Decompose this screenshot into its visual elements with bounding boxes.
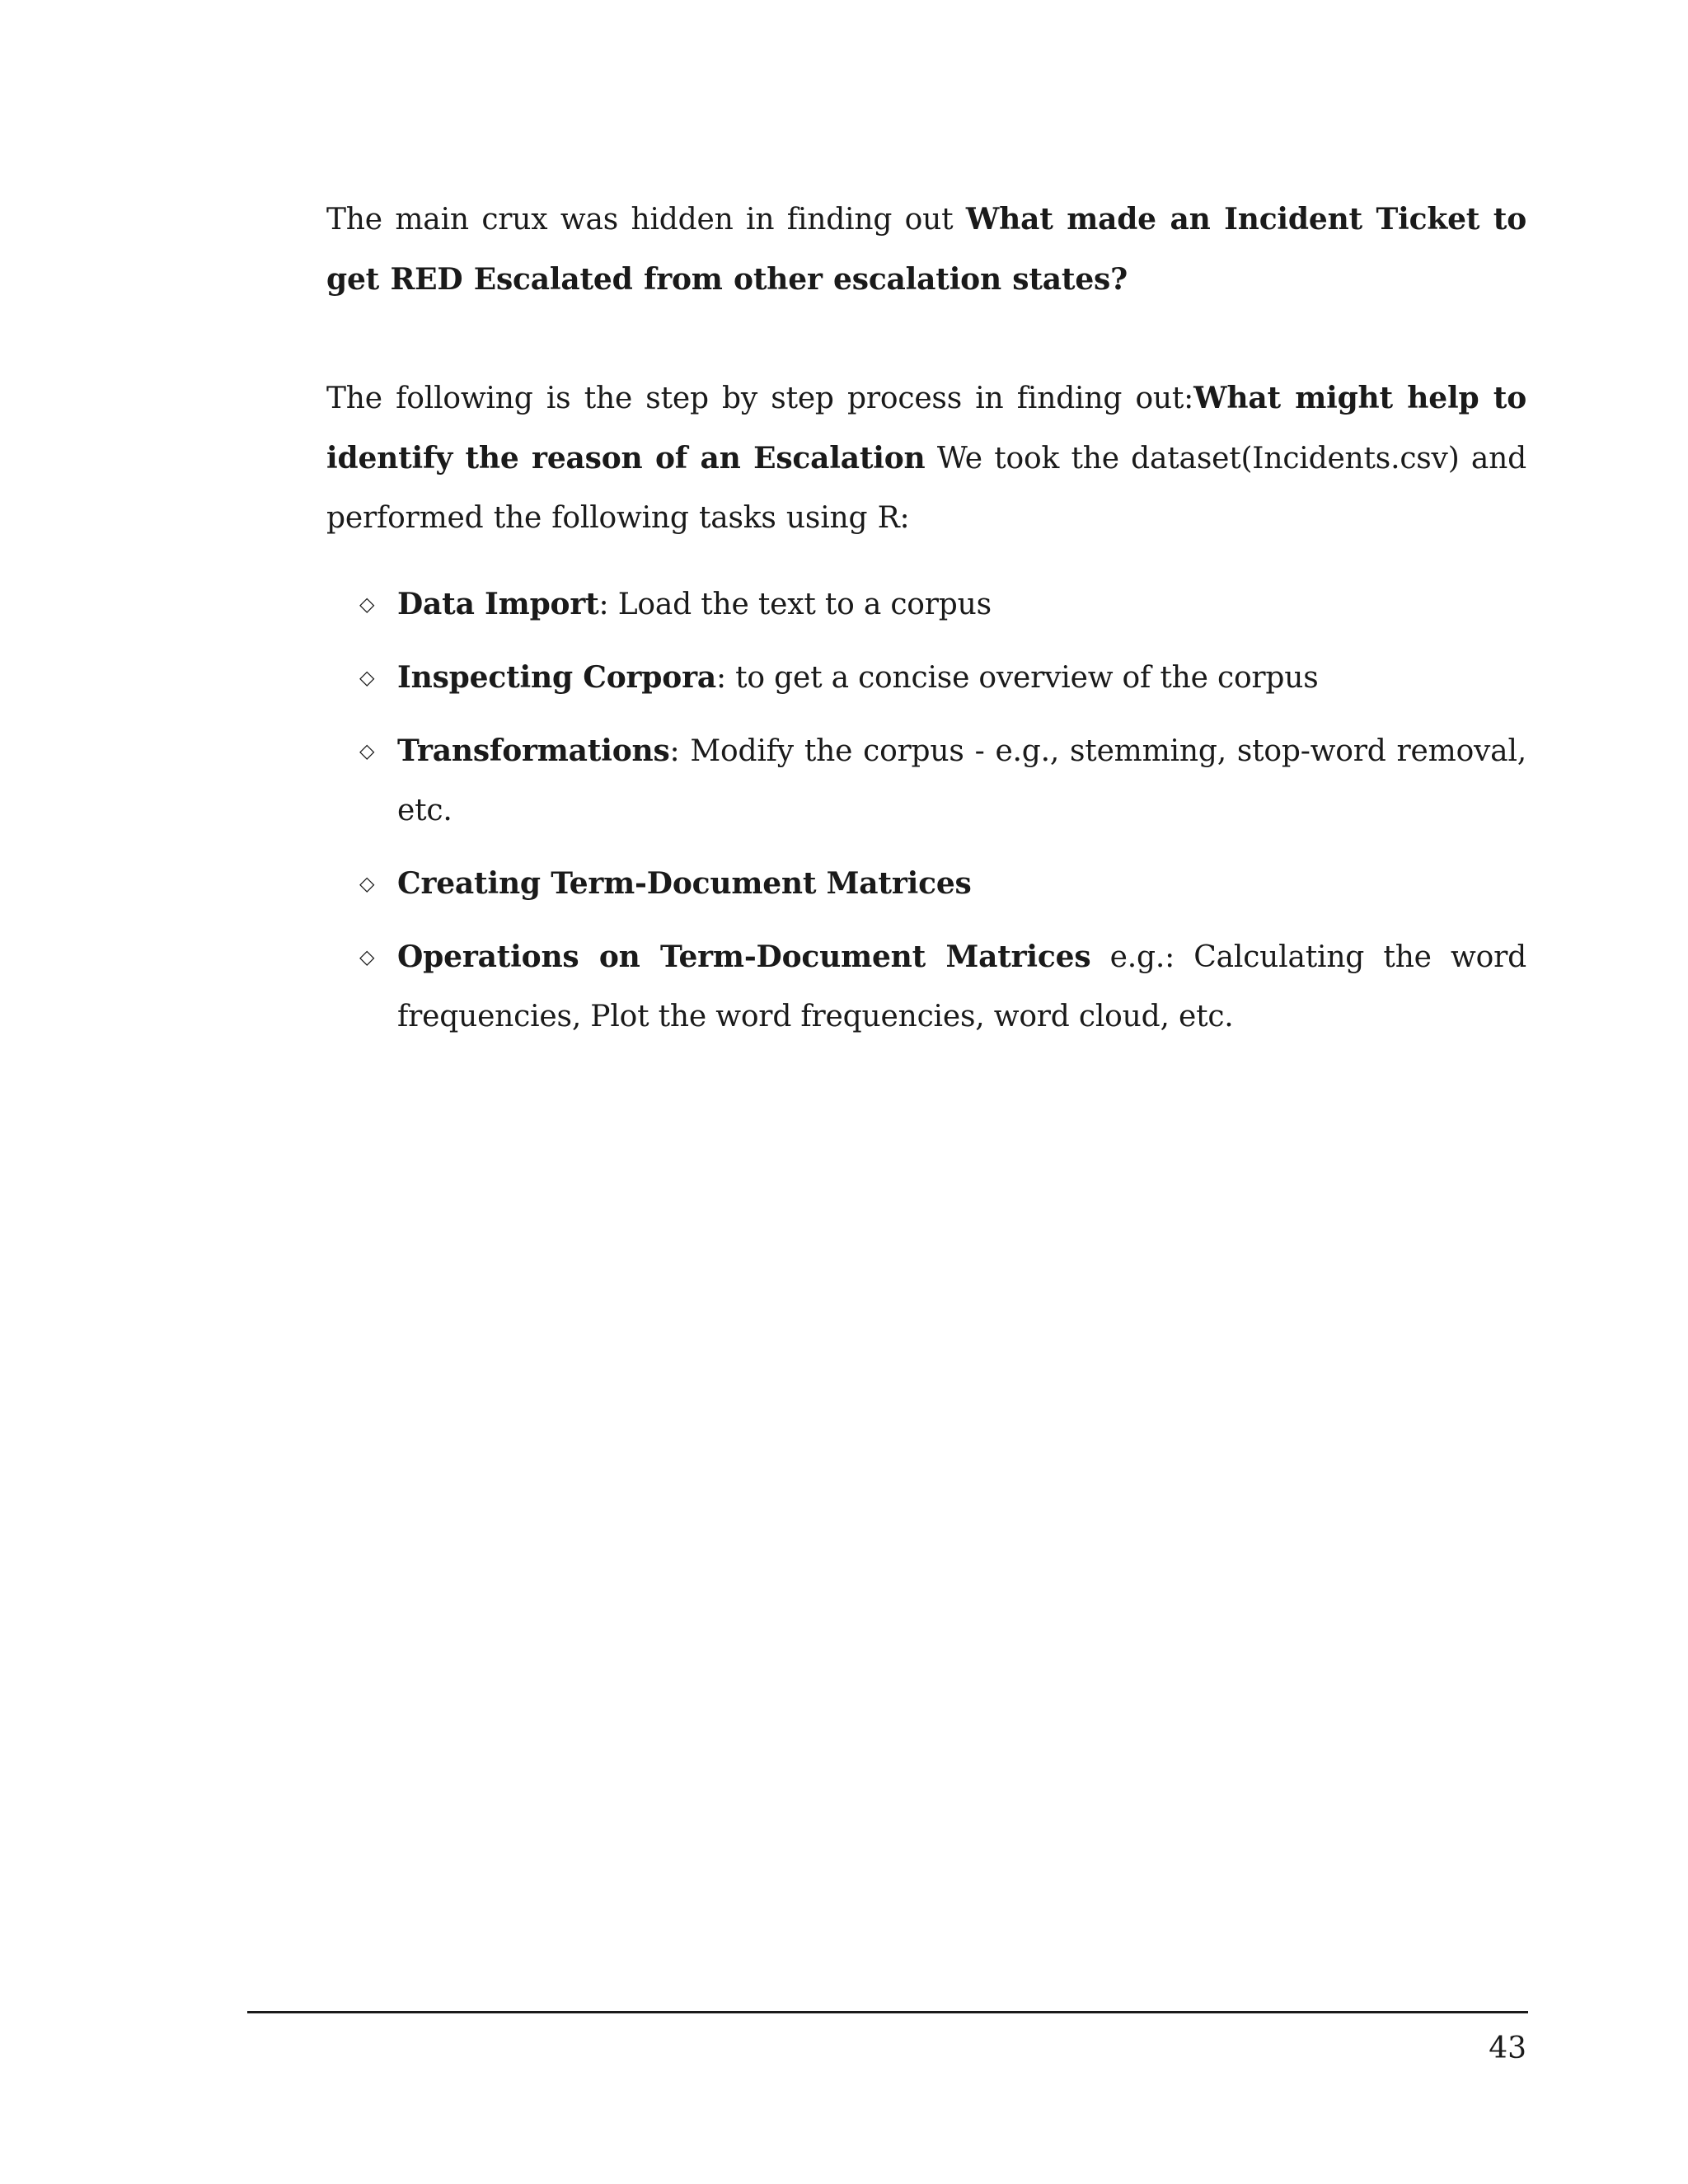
diamond-bullet-icon: ◇: [359, 739, 375, 762]
task-description: e.g.: Calculating the word frequencies, Plot the word frequencies, word cloud, etc.: [397, 940, 1527, 1033]
paragraph2-text-before: The following is the step by step process in finding out:: [326, 382, 1194, 415]
footer-divider: [247, 2011, 1528, 2013]
paragraph2-bold-phrase: What might help to identify the reason of an Escalation: [326, 381, 1527, 476]
paragraph-main-crux: [326, 190, 1526, 310]
task-description: : Load the text to a corpus: [598, 588, 992, 621]
diamond-bullet-icon: ◇: [359, 872, 375, 895]
paragraph-process: [326, 368, 1526, 548]
task-description: : to get a concise overview of the corpus: [715, 661, 1319, 695]
task-title: Inspecting Corpora: [397, 660, 716, 695]
task-title: Transformations: [397, 733, 670, 768]
list-item-creating-matrices: [326, 854, 1526, 914]
diamond-bullet-icon: ◇: [359, 945, 375, 968]
task-title: Data Import: [397, 587, 599, 621]
paragraph1-bold-question: What made an Incident Ticket to get RED Escalated from other escalation states?: [326, 202, 1527, 297]
paragraph1-text: The main crux was hidden in finding out: [326, 203, 966, 237]
diamond-bullet-icon: ◇: [359, 593, 375, 616]
list-item-data-import: [326, 574, 1526, 635]
paragraph2-text-after: We took the dataset(Incidents.csv) and performed the following tasks using R:: [326, 442, 1526, 535]
task-title: Operations on Term-Document Matrices: [397, 940, 1091, 974]
task-title: Creating Term-Document Matrices: [397, 866, 972, 901]
task-description: : Modify the corpus - e.g., stemming, stop-word removal, etc.: [397, 734, 1526, 827]
task-list: [326, 574, 1526, 1060]
diamond-bullet-icon: ◇: [359, 666, 375, 689]
list-item-operations: [326, 927, 1526, 1047]
list-item-inspecting-corpora: [326, 648, 1526, 708]
list-item-transformations: [326, 721, 1526, 841]
page-number: 43: [1489, 2032, 1526, 2065]
